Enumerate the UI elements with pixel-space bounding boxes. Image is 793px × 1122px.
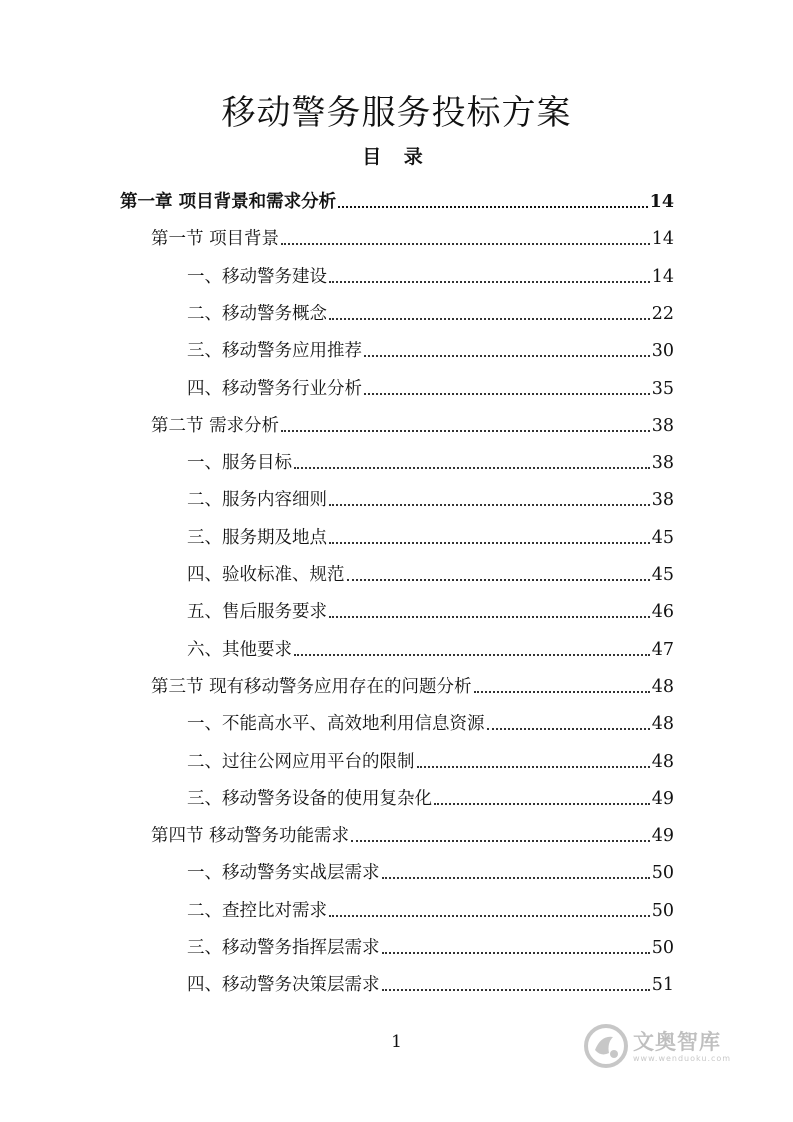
toc-dot-leader [487,728,650,730]
watermark-url: www.wenduoku.com [633,1053,732,1063]
toc-entry-label: 第二节 需求分析 [151,416,280,436]
toc-dot-leader [338,206,648,208]
toc-entry[interactable] [187,512,674,549]
toc-entry-page: 47 [651,640,674,660]
toc-entry[interactable] [151,213,674,250]
toc-entry-page: 30 [651,341,674,361]
toc-entry[interactable] [187,773,674,810]
toc-entry-label: 四、移动警务行业分析 [187,379,362,399]
document-title: 移动警务服务投标方案 [221,93,572,133]
toc-entry-page: 48 [651,714,674,734]
toc-entry-page: 45 [651,528,674,548]
toc-entry[interactable] [187,624,674,661]
toc-entry[interactable] [187,549,674,586]
toc-entry-label: 二、过往公网应用平台的限制 [187,752,415,772]
toc-entry-label: 第三节 现有移动警务应用存在的问题分析 [151,677,472,697]
toc-entry-label: 三、移动警务应用推荐 [187,341,362,361]
page-number: 1 [391,1032,402,1052]
toc-entry[interactable] [187,474,674,511]
toc-entry-page: 49 [651,826,674,846]
toc-heading: 目 录 [362,146,431,168]
toc-dot-leader [281,430,650,432]
toc-entry-label: 四、验收标准、规范 [187,565,345,585]
toc-entry-page: 35 [651,379,674,399]
toc-entry-page: 38 [651,453,674,473]
toc-dot-leader [329,281,650,283]
toc-entry-label: 二、查控比对需求 [187,901,327,921]
toc-dot-leader [347,579,650,581]
toc-entry-label: 第四节 移动警务功能需求 [151,826,350,846]
toc-dot-leader [281,243,650,245]
toc-entry-label: 四、移动警务决策层需求 [187,975,380,995]
toc-dot-leader [329,318,650,320]
toc-dot-leader [434,803,650,805]
toc-entry[interactable] [187,847,674,884]
toc-entry-label: 六、其他要求 [187,640,292,660]
toc-entry-label: 三、移动警务设备的使用复杂化 [187,789,432,809]
toc-entry-page: 46 [651,602,674,622]
toc-entry-page: 22 [651,304,674,324]
toc-entry[interactable] [187,437,674,474]
toc-dot-leader [364,393,650,395]
toc-entry[interactable] [151,810,674,847]
toc-entry[interactable] [187,959,674,996]
toc-entry[interactable] [120,176,674,213]
toc-entry-label: 二、服务内容细则 [187,490,327,510]
toc-entry-label: 二、移动警务概念 [187,304,327,324]
toc-entry-label: 五、售后服务要求 [187,602,327,622]
toc-entry[interactable] [187,922,674,959]
toc-dot-leader [364,355,650,357]
toc-entry-label: 第一章 项目背景和需求分析 [120,192,337,212]
toc-entry-page: 14 [651,229,674,249]
toc-entry-page: 50 [651,901,674,921]
toc-dot-leader [329,915,650,917]
toc-entry-page: 38 [651,416,674,436]
toc-dot-leader [382,952,650,954]
toc-dot-leader [382,877,650,879]
toc-dot-leader [294,467,650,469]
toc-entry-page: 50 [651,863,674,883]
toc-dot-leader [382,989,650,991]
toc-entry-label: 一、移动警务实战层需求 [187,863,380,883]
toc-dot-leader [329,616,650,618]
toc-entry[interactable] [187,586,674,623]
toc-entry[interactable] [187,325,674,362]
toc-entry-page: 14 [649,192,674,212]
toc-entry[interactable] [187,363,674,400]
toc-entry-page: 49 [651,789,674,809]
toc-dot-leader [294,654,650,656]
toc-entry-page: 14 [651,267,674,287]
toc-dot-leader [351,840,650,842]
toc-entry-label: 一、服务目标 [187,453,292,473]
toc-entry[interactable] [151,400,674,437]
toc-entry-label: 三、移动警务指挥层需求 [187,938,380,958]
toc-entry-page: 48 [651,752,674,772]
toc-entry-page: 50 [651,938,674,958]
toc-entry[interactable] [151,661,674,698]
toc-entry-page: 51 [651,975,674,995]
toc-entry[interactable] [187,885,674,922]
toc-entry[interactable] [187,698,674,735]
toc-entry-page: 48 [651,677,674,697]
watermark-name: 文奥智库 [633,1029,721,1054]
toc-entry[interactable] [187,251,674,288]
toc-dot-leader [329,504,650,506]
toc-entry[interactable] [187,736,674,773]
toc-dot-leader [329,542,650,544]
watermark [583,1018,753,1074]
toc-entry-label: 一、移动警务建设 [187,267,327,287]
watermark-logo-icon [583,1023,629,1069]
toc-entry-label: 三、服务期及地点 [187,528,327,548]
toc-entry[interactable] [187,288,674,325]
toc-dot-leader [474,691,650,693]
toc-entry-label: 第一节 项目背景 [151,229,280,249]
toc-entry-page: 45 [651,565,674,585]
toc-entry-page: 38 [651,490,674,510]
toc-dot-leader [417,766,650,768]
toc-entry-label: 一、不能高水平、高效地利用信息资源 [187,714,485,734]
